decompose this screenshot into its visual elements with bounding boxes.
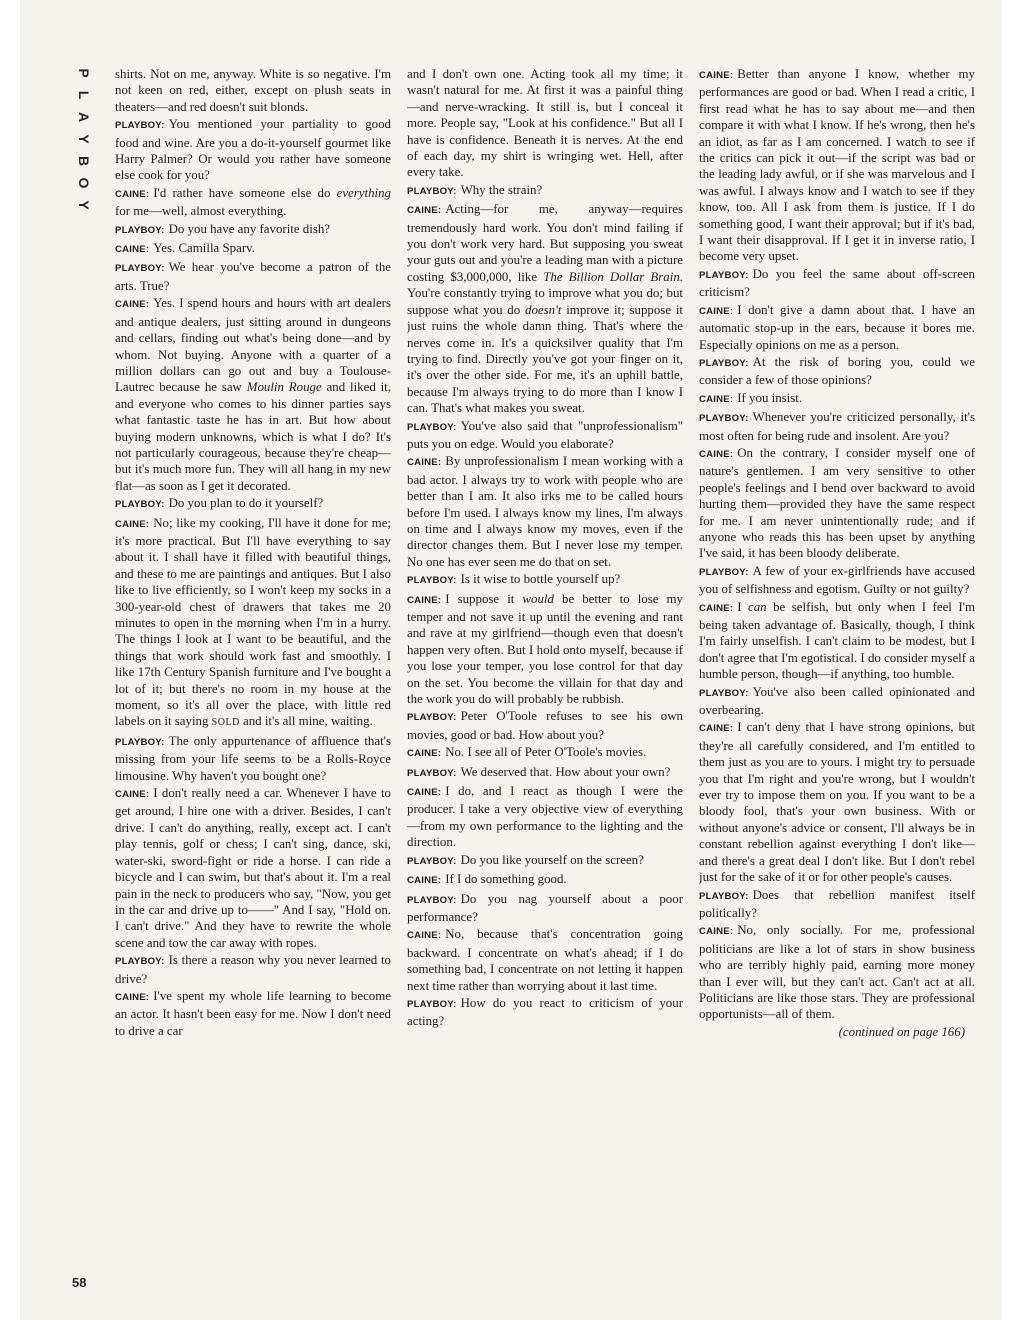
- paragraph-text: I can be selfish, but only when I feel I'm being taken advantage of. Basically, though, I think I'm fairly unselfish. I can't claim to be modest, but I don't agree that I'm egotistical. I do consider myself a humble person, though—if anything, too humble.: [699, 599, 975, 682]
- speaker-label: PLAYBOY:: [699, 687, 749, 699]
- paragraph-text: No; like my cooking, I'll have it done for me; it's more practical. But I'll have everything to say about it. I shall have it filled with beautiful things, and these to me are paintings and antiques. But I also like to live efficiently, so I won't keep my socks in a 300-year-old chest of drawers that takes me 20 minutes to open in the morning when I'm in a hurry. The things I look at I want to be beautiful, and the things that work should work fast and smoothly. I like 17th Century Spanish furniture and I've bought a lot of it; but there's no room in my house at the moment, so it's all over the place, with little red labels on it saying SOLD and it's all mine, waiting.: [115, 515, 391, 729]
- speaker-label: CAINE:: [699, 602, 734, 614]
- paragraph-text: If I do something good.: [445, 872, 567, 887]
- paragraph-text: No, because that's concentration going backward. I concentrate on what's ahead; if I do something bad, I concentrate on not letting it happen next time rather than worrying about it last time.: [407, 927, 683, 993]
- paragraph-text: I do, and I react as though I were the producer. I take a very objective view of everything—from my own performance to the lighting and the direction.: [407, 784, 683, 850]
- paragraph-text: Yes. I spend hours and hours with art dealers and antique dealers, just sitting around in dungeons and cellars, finding out what's being done—and by whom. Not buying. Anyone with a quarter of a million dollars can go out and buy a Toulouse-Lautrec because he saw Moulin Rouge and liked it, and everyone who comes to his dinner parties says what fantastic taste he has in art. But how about buying modern unknowns, which is what I do? It's not particularly courageous, because they're cheap—but it's much more fun. They will all hang in my new flat—as soon as I get it decorated.: [115, 296, 391, 493]
- article-column-2: [407, 66, 683, 1284]
- paragraph-text: You've also said that "unprofessionalism" puts you on edge. Would you elaborate?: [407, 418, 683, 451]
- paragraph-text: Do you plan to do it yourself?: [168, 496, 324, 511]
- speaker-label: PLAYBOY:: [115, 120, 165, 132]
- paragraph-text: and I don't own one. Acting took all my time; it wasn't natural for me. At first it was a painful thing—and nerve-wracking. It still is, but I conceal it more. People say, "Look at his confidence." But all I have is confidence. Beneath it is nerves. At the end of each day, my shirt is wringing wet. Hell, after every take.: [407, 67, 683, 180]
- interview-paragraph: [407, 571, 683, 589]
- speaker-label: PLAYBOY:: [407, 712, 457, 724]
- interview-paragraph: [699, 390, 975, 408]
- speaker-label: CAINE:: [115, 518, 150, 530]
- paragraph-text: Acting—for me, anyway—requires tremendously hard work. You don't mind failing if you don't work very hard. But supposing you sweat your guts out and you're a leading man with a picture costing $3,000,000, like The Billion Dollar Brain. You're constantly trying to improve what you do; but suppose what you do doesn't improve it; suppose it just ruins the whole damn thing. That's where the nerves come in. It's a quicksilver quality that I'm trying to find. Directly you've got your finger on it, it's over the other side. For me, it's an uphill battle, because I'm always trying to do more than I know I can. That's what makes you sweat.: [407, 202, 683, 416]
- speaker-label: PLAYBOY:: [115, 956, 165, 968]
- speaker-label: CAINE:: [407, 748, 442, 760]
- speaker-label: CAINE:: [407, 205, 442, 217]
- paragraph-text: shirts. Not on me, anyway. White is so negative. I'm not keen on red, either, except on plush seats in theaters—and red doesn't suit blonds.: [115, 67, 391, 114]
- paragraph-text: Do you nag yourself about a poor performance?: [407, 891, 683, 924]
- interview-paragraph: [407, 744, 683, 762]
- paragraph-text: Do you like yourself on the screen?: [460, 852, 644, 867]
- interview-paragraph: [115, 495, 391, 513]
- interview-paragraph: [407, 182, 683, 200]
- interview-paragraph: [115, 295, 391, 494]
- magazine-letter: Y: [76, 200, 92, 210]
- interview-paragraph: [407, 871, 683, 889]
- interview-paragraph: [699, 266, 975, 301]
- speaker-label: CAINE:: [699, 305, 734, 317]
- interview-paragraph: [407, 783, 683, 851]
- magazine-letter: A: [76, 111, 92, 123]
- paragraph-text: By unprofessionalism I mean working with a bad actor. I always try to work with people who are better than I am. It also irks me to be called hours before I'm used. I always know my lines, I'm always on time and I always know my moves, even if the director changes them. But I never lose my temper. No one has ever seen me do that on set.: [407, 454, 683, 569]
- page-number: 58: [72, 1275, 87, 1290]
- interview-paragraph: [115, 733, 391, 784]
- continuation-note: (continued on page 166): [838, 1024, 965, 1039]
- interview-paragraph: [699, 887, 975, 922]
- interview-paragraph: [407, 453, 683, 570]
- paragraph-text: How do you react to criticism of your acting?: [407, 995, 683, 1029]
- paragraph-text: Do you feel the same about off-screen criticism?: [699, 266, 975, 300]
- speaker-label: CAINE:: [407, 875, 442, 887]
- speaker-label: PLAYBOY:: [115, 263, 165, 275]
- paragraph-text: Is it wise to bottle yourself up?: [460, 572, 621, 587]
- speaker-label: PLAYBOY:: [115, 224, 165, 236]
- paragraph-text: I can't deny that I have strong opinions, but they're all carefully considered, and I'm entitled to them just as you are to yours. I might try to persuade you that I'm right and you're wrong, but I wouldn't ever try to impose them on you. If you want to be a bloody fool, that's your own business. With or without anyone's advice or consent, I'll always be in constant rebellion against everything I don't like—and there's a great deal I don't like. But I don't rebel just for the sake of it or for other people's causes.: [699, 720, 975, 885]
- paragraph-text: You've also been called opinionated and overbearing.: [699, 684, 975, 718]
- magazine-name-vertical: [72, 62, 96, 216]
- paragraph-text: Peter O'Toole refuses to see his own movies, good or bad. How about you?: [407, 709, 683, 742]
- speaker-label: CAINE:: [407, 787, 442, 799]
- magazine-letter: B: [76, 155, 92, 167]
- interview-paragraph: [115, 259, 391, 294]
- speaker-label: CAINE:: [115, 244, 150, 256]
- speaker-label: PLAYBOY:: [699, 566, 749, 578]
- paragraph-text: Whenever you're criticized personally, it's most often for being rude and insolent. Are you?: [699, 410, 975, 443]
- speaker-label: PLAYBOY:: [407, 185, 457, 197]
- interview-paragraph: [115, 952, 391, 987]
- interview-paragraph: [115, 185, 391, 220]
- speaker-label: CAINE:: [699, 723, 734, 735]
- paragraph-text: No, only socially. For me, professional politicians are like a lot of stars in show business who are terribly highly paid, earning more money than I ever will, but they can't act. Can't act at all. Politicians are like those stars. They are professional opportunists—all of them.: [699, 923, 975, 1022]
- interview-paragraph: [407, 201, 683, 416]
- interview-paragraph: [407, 926, 683, 994]
- speaker-label: PLAYBOY:: [115, 736, 165, 748]
- paragraph-text: I'd rather have someone else do everything for me—well, almost everything.: [115, 185, 391, 219]
- paragraph-text: If you insist.: [737, 390, 803, 405]
- speaker-label: CAINE:: [699, 393, 734, 405]
- speaker-label: PLAYBOY:: [407, 575, 457, 587]
- magazine-letter: O: [76, 177, 92, 189]
- interview-paragraph: [407, 764, 683, 782]
- speaker-label: PLAYBOY:: [407, 767, 457, 779]
- speaker-label: PLAYBOY:: [407, 421, 457, 433]
- interview-paragraph: [699, 563, 975, 598]
- interview-paragraph: [115, 988, 391, 1039]
- interview-paragraph: [699, 684, 975, 719]
- speaker-label: CAINE:: [115, 299, 150, 311]
- interview-paragraph: [115, 515, 391, 732]
- paragraph-text: Better than anyone I know, whether my performances are good or bad. When I read a critic, I first read what he has to say about me—and then compare it with what I know. If he's wrong, then he's an idiot, as far as I am concerned. I watch to see if the critics can pick it out—if the script was bad or the leading lady awful, or if she was marvelous and I was awful. I always know and I watch to see if they know, too. All I ask from them is justice. If I do something good, I want their approval; but if it's bad, I want their disapproval. If I get it in inverse ratio, I become very upset.: [699, 67, 975, 264]
- speaker-label: CAINE:: [407, 457, 442, 469]
- speaker-label: PLAYBOY:: [407, 894, 457, 906]
- paragraph-text: I suppose it would be better to lose my temper and not save it up until the evening and rant and rave at my girlfriend—though even that doesn't happen very often. But I hold onto myself, because if you lose your temper, you lose control for that day on the set. You become the villain for that day and the work you do will probably be rubbish.: [407, 591, 683, 707]
- paragraph-text: You mentioned your partiality to good food and wine. Are you a do-it-yourself gourmet like Harry Palmer? Or would you rather have someone else cook for you?: [115, 117, 391, 183]
- interview-paragraph: [699, 599, 975, 683]
- interview-paragraph: [115, 116, 391, 184]
- magazine-letter: P: [76, 68, 92, 78]
- paragraph-text: I've spent my whole life learning to become an actor. It hasn't been easy for me. Now I don't need to drive a car: [115, 988, 391, 1038]
- interview-paragraph: [407, 995, 683, 1030]
- paragraph-text: The only appurtenance of affluence that's missing from your life seems to be a Rolls-Royce limousine. Why haven't you bought one?: [115, 733, 391, 783]
- paragraph-text: Do you have any favorite dish?: [168, 221, 331, 236]
- speaker-label: CAINE:: [699, 70, 734, 81]
- interview-paragraph: [407, 708, 683, 743]
- interview-paragraph: [699, 302, 975, 353]
- interview-paragraph: [115, 221, 391, 239]
- interview-paragraph: [407, 852, 683, 870]
- article-column-3: [699, 66, 975, 1284]
- speaker-label: PLAYBOY:: [699, 890, 749, 902]
- speaker-label: CAINE:: [699, 448, 734, 460]
- interview-paragraph: [407, 891, 683, 926]
- magazine-page: [20, 0, 1002, 1320]
- paragraph-text: We deserved that. How about your own?: [460, 764, 671, 779]
- speaker-label: PLAYBOY:: [407, 855, 457, 867]
- interview-paragraph: [699, 719, 975, 885]
- interview-paragraph: [699, 409, 975, 444]
- interview-paragraph: [115, 66, 391, 115]
- speaker-label: CAINE:: [115, 991, 150, 1003]
- paragraph-text: We hear you've become a patron of the arts. True?: [115, 260, 391, 293]
- interview-paragraph: [699, 66, 975, 265]
- interview-paragraph: [115, 785, 391, 951]
- speaker-label: CAINE:: [407, 594, 442, 606]
- article-column-1: [115, 66, 391, 1284]
- interview-paragraph: [699, 922, 975, 1022]
- speaker-label: CAINE:: [115, 188, 150, 200]
- interview-paragraph: [699, 354, 975, 389]
- paragraph-text: Yes. Camilla Sparv.: [153, 241, 255, 256]
- speaker-label: PLAYBOY:: [115, 499, 165, 511]
- speaker-label: PLAYBOY:: [699, 269, 749, 281]
- speaker-label: PLAYBOY:: [699, 357, 749, 369]
- magazine-letter: Y: [76, 134, 92, 144]
- interview-paragraph: [407, 591, 683, 708]
- paragraph-text: I don't really need a car. Whenever I have to get around, I hire one with a driver. Besides, I can't drive. I can't do anything, really, except act. I can't play tennis, golf or chess; I can't sing, dance, ski, water-ski, sword-fight or ride a horse. I can ride a bicycle and I can swim, but that's about it. I'm a real pain in the neck to producers who say, "Now, you get in the car and drive up to——" And I say, "Hold on. I can't drive." And they have to rewrite the whole scene and tow the car away with ropes.: [115, 786, 391, 950]
- speaker-label: CAINE:: [407, 930, 442, 942]
- interview-paragraph: [699, 445, 975, 562]
- paragraph-text: No. I see all of Peter O'Toole's movies.: [445, 745, 647, 760]
- interview-paragraph: [407, 66, 683, 181]
- paragraph-text: Does that rebellion manifest itself politically?: [699, 887, 975, 920]
- speaker-label: CAINE:: [699, 926, 734, 938]
- speaker-label: PLAYBOY:: [407, 998, 457, 1010]
- paragraph-text: I don't give a damn about that. I have an automatic stop-up in the ears, because it bores me. Especially opinions on me as a person.: [699, 302, 975, 352]
- paragraph-text: Why the strain?: [460, 182, 543, 197]
- magazine-letter: L: [76, 90, 92, 100]
- speaker-label: CAINE:: [115, 789, 150, 801]
- interview-paragraph: [407, 418, 683, 453]
- interview-paragraph: [115, 240, 391, 258]
- paragraph-text: At the risk of boring you, could we consider a few of those opinions?: [699, 354, 975, 388]
- paragraph-text: On the contrary, I consider myself one of nature's gentlemen. I am very sensitive to other people's feelings and I bend over backward to avoid hurting them—provided they have the same respect for me. I am never unintentionally rude; and if anyone who reads this has been upset by anything I've said, it has been bloody deliberate.: [699, 445, 975, 561]
- paragraph-text: A few of your ex-girlfriends have accused you of selfishness and egotism. Guilty or not guilty?: [699, 563, 975, 597]
- speaker-label: PLAYBOY:: [699, 413, 749, 425]
- paragraph-text: Is there a reason why you never learned to drive?: [115, 953, 391, 986]
